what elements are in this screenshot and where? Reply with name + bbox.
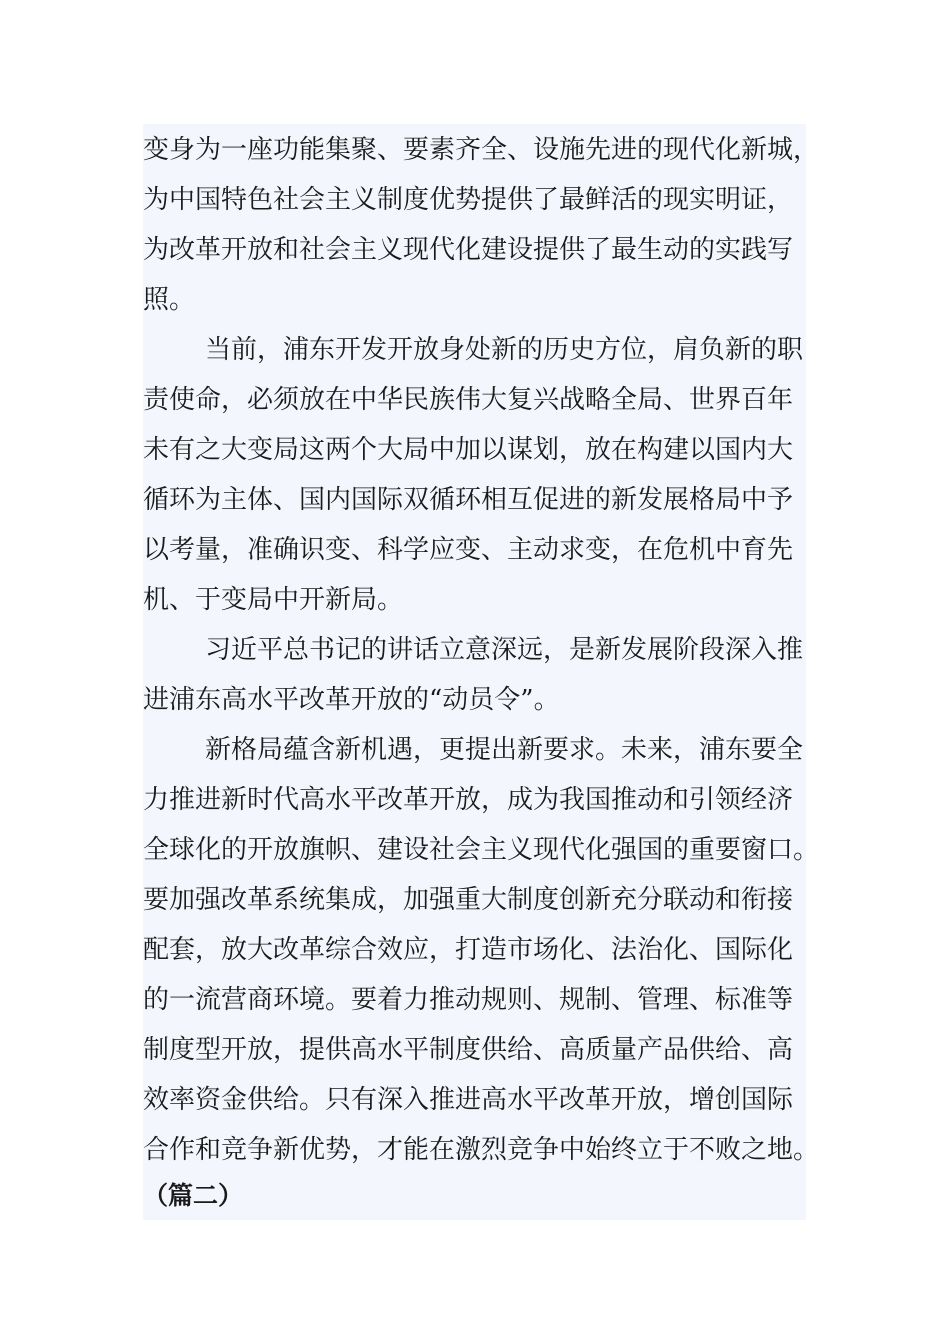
- text-line: 配套，放大改革综合效应，打造市场化、法治化、国际化: [143, 935, 794, 965]
- paragraph-first-line: 习近平总书记的讲话立意深远，是新发展阶段深入推: [205, 635, 804, 665]
- text-line: 未有之大变局这两个大局中加以谋划，放在构建以国内大: [143, 435, 794, 465]
- text-line: 循环为主体、国内国际双循环相互促进的新发展格局中予: [143, 485, 794, 515]
- text-line: 以考量，准确识变、科学应变、主动求变，在危机中育先: [143, 535, 794, 565]
- text-line: 机、于变局中开新局。: [143, 585, 404, 615]
- text-line: 制度型开放，提供高水平制度供给、高质量产品供给、高: [143, 1035, 794, 1065]
- text-line: 力推进新时代高水平改革开放，成为我国推动和引领经济: [143, 785, 794, 815]
- text-line: 的一流营商环境。要着力推动规则、规制、管理、标准等: [143, 985, 794, 1015]
- text-line: 合作和竞争新优势，才能在激烈竞争中始终立于不败之地。: [143, 1135, 820, 1165]
- text-line: 全球化的开放旗帜、建设社会主义现代化强国的重要窗口。: [143, 835, 820, 865]
- paragraph-first-line: 新格局蕴含新机遇，更提出新要求。未来，浦东要全: [205, 735, 804, 765]
- text-line: 为改革开放和社会主义现代化建设提供了最生动的实践写: [143, 235, 794, 265]
- text-line: 责使命，必须放在中华民族伟大复兴战略全局、世界百年: [143, 385, 794, 415]
- text-line: 照。: [143, 285, 196, 315]
- text-line: 为中国特色社会主义制度优势提供了最鲜活的现实明证，: [143, 185, 794, 215]
- text-line: 要加强改革系统集成，加强重大制度创新充分联动和衔接: [143, 885, 794, 915]
- text-line: 变身为一座功能集聚、要素齐全、设施先进的现代化新城，: [143, 135, 820, 165]
- section-heading: （篇二）: [143, 1181, 244, 1210]
- paragraph-first-line: 当前，浦东开发开放身处新的历史方位，肩负新的职: [205, 335, 804, 365]
- text-line: 效率资金供给。只有深入推进高水平改革开放，增创国际: [143, 1085, 794, 1115]
- document-text-block: [143, 124, 820, 1220]
- text-line: 进浦东高水平改革开放的“动员令”。: [143, 685, 560, 715]
